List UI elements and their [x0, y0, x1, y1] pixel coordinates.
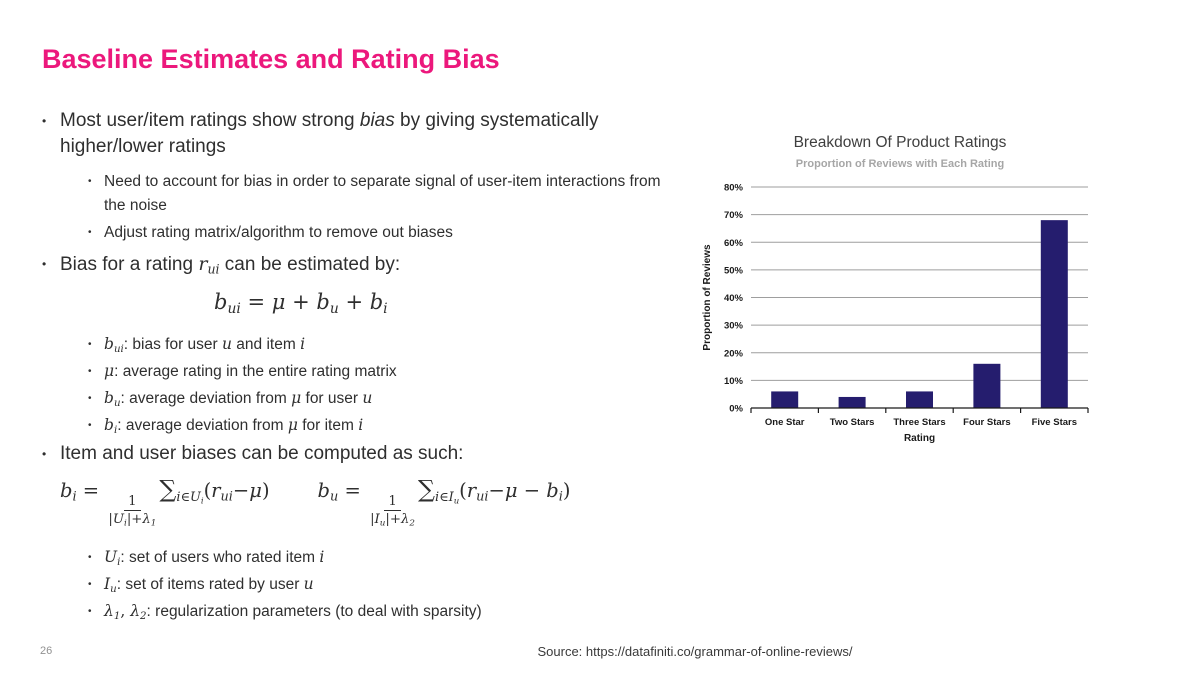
- y-tick-label: 30%: [723, 320, 743, 332]
- bar-five-stars: [1041, 220, 1068, 408]
- page-number: 26: [40, 645, 53, 657]
- definition-text: $b_{ui}$: bias for user u and item i: [104, 335, 306, 355]
- formula-user-bias: $b_u$ = $\frac{1}{|I_u|+\lambda_2}$ $\sum_{i\in I_u}(r_{ui}-\mu - b_i)$: [317, 475, 571, 529]
- slide-title: Baseline Estimates and Rating Bias: [42, 44, 500, 74]
- x-tick-label: One Star: [764, 417, 805, 428]
- bullet-item-bias: [42, 108, 682, 160]
- sub-bullet-account-for-bias: [88, 170, 682, 218]
- bullet-icon: •: [88, 606, 92, 618]
- bullet-text: Adjust rating matrix/algorithm to remove out biases: [104, 224, 453, 241]
- y-tick-label: 40%: [723, 293, 743, 304]
- bullet-icon: •: [42, 447, 47, 461]
- bullet-text: Item and user biases can be computed as such:: [60, 443, 464, 464]
- y-tick-label: 70%: [723, 210, 743, 222]
- bullet-icon: •: [88, 366, 92, 377]
- y-tick-label: 10%: [723, 375, 743, 387]
- bullet-icon: •: [88, 393, 92, 404]
- slide-body: [42, 108, 682, 625]
- bullet-icon: •: [88, 420, 92, 431]
- sub-bullet-adjust-matrix: [88, 221, 682, 245]
- x-axis-title: Rating: [903, 433, 936, 444]
- bullet-text: Most user/item ratings show strong bias by giving systematically higher/lower ratings: [60, 110, 599, 157]
- definition-bi: [88, 412, 682, 439]
- y-tick-label: 60%: [723, 237, 743, 249]
- definition-text: $I_u$: set of items rated by user u: [104, 575, 314, 595]
- bullet-icon: •: [88, 176, 92, 187]
- definition-mu: [88, 358, 682, 385]
- bullet-text: Bias for a rating $r_{ui}$ can be estimated by:: [60, 253, 401, 277]
- bullet-icon: •: [88, 227, 92, 238]
- chart-title: Breakdown Of Product Ratings: [793, 134, 1007, 151]
- bar-three-stars: [906, 391, 933, 408]
- bullet-icon: •: [88, 339, 92, 350]
- definition-text: $U_i$: set of users who rated item i: [104, 548, 325, 568]
- source-text: Source: https://datafiniti.co/grammar-of-online-reviews/: [537, 644, 853, 659]
- definition-Iu: [88, 571, 682, 598]
- formula-bui: $b_{ui} = \mu + b_u + b_i$: [214, 290, 388, 317]
- ratings-chart: [690, 128, 1110, 454]
- bullet-text: Need to account for bias in order to separate signal of user-item interactions from the noise: [104, 173, 661, 214]
- y-axis-title: Proportion of Reviews: [702, 244, 713, 351]
- bullet-icon: •: [88, 552, 92, 564]
- formula-item-bias: $b_i$ = $\frac{1}{|U_i|+\lambda_1}$ $\sum_{i\in U_i}(r_{ui}-\mu)$: [60, 475, 270, 529]
- bullet-icon: •: [42, 257, 47, 271]
- definition-text: μ: average rating in the entire rating matrix: [104, 362, 397, 380]
- definition-bu: [88, 385, 682, 412]
- y-tick-label: 80%: [723, 182, 743, 194]
- bullet-icon: •: [88, 579, 92, 591]
- y-tick-label: 20%: [723, 348, 743, 360]
- bar-two-stars: [839, 397, 866, 408]
- bullet-item-computed-biases: [42, 441, 682, 467]
- bar-four-stars: [973, 364, 1000, 408]
- chart-plot: [690, 172, 1110, 454]
- x-tick-label: Three Stars: [893, 417, 946, 428]
- bullet-icon: •: [42, 114, 47, 128]
- definition-Ui: [88, 544, 682, 571]
- definition-text: $b_u$: average deviation from μ for user u: [104, 389, 373, 409]
- chart-subtitle: Proportion of Reviews with Each Rating: [795, 158, 1005, 170]
- definition-text: $\lambda_1$, $\lambda_2$: regularization parameters (to deal with sparsity): [104, 602, 482, 622]
- definition-text: $b_i$: average deviation from μ for item i: [104, 416, 364, 436]
- bar-one-star: [771, 391, 798, 408]
- bullet-item-bias-estimate: [42, 251, 682, 278]
- y-tick-label: 50%: [723, 265, 743, 277]
- formula-row: [60, 475, 682, 528]
- x-tick-label: Two Stars: [829, 417, 875, 428]
- y-tick-label: 0%: [729, 403, 743, 415]
- x-tick-label: Five Stars: [1031, 417, 1078, 428]
- definition-lambda: [88, 598, 682, 625]
- definition-bui: [88, 331, 682, 358]
- x-tick-label: Four Stars: [963, 417, 1011, 428]
